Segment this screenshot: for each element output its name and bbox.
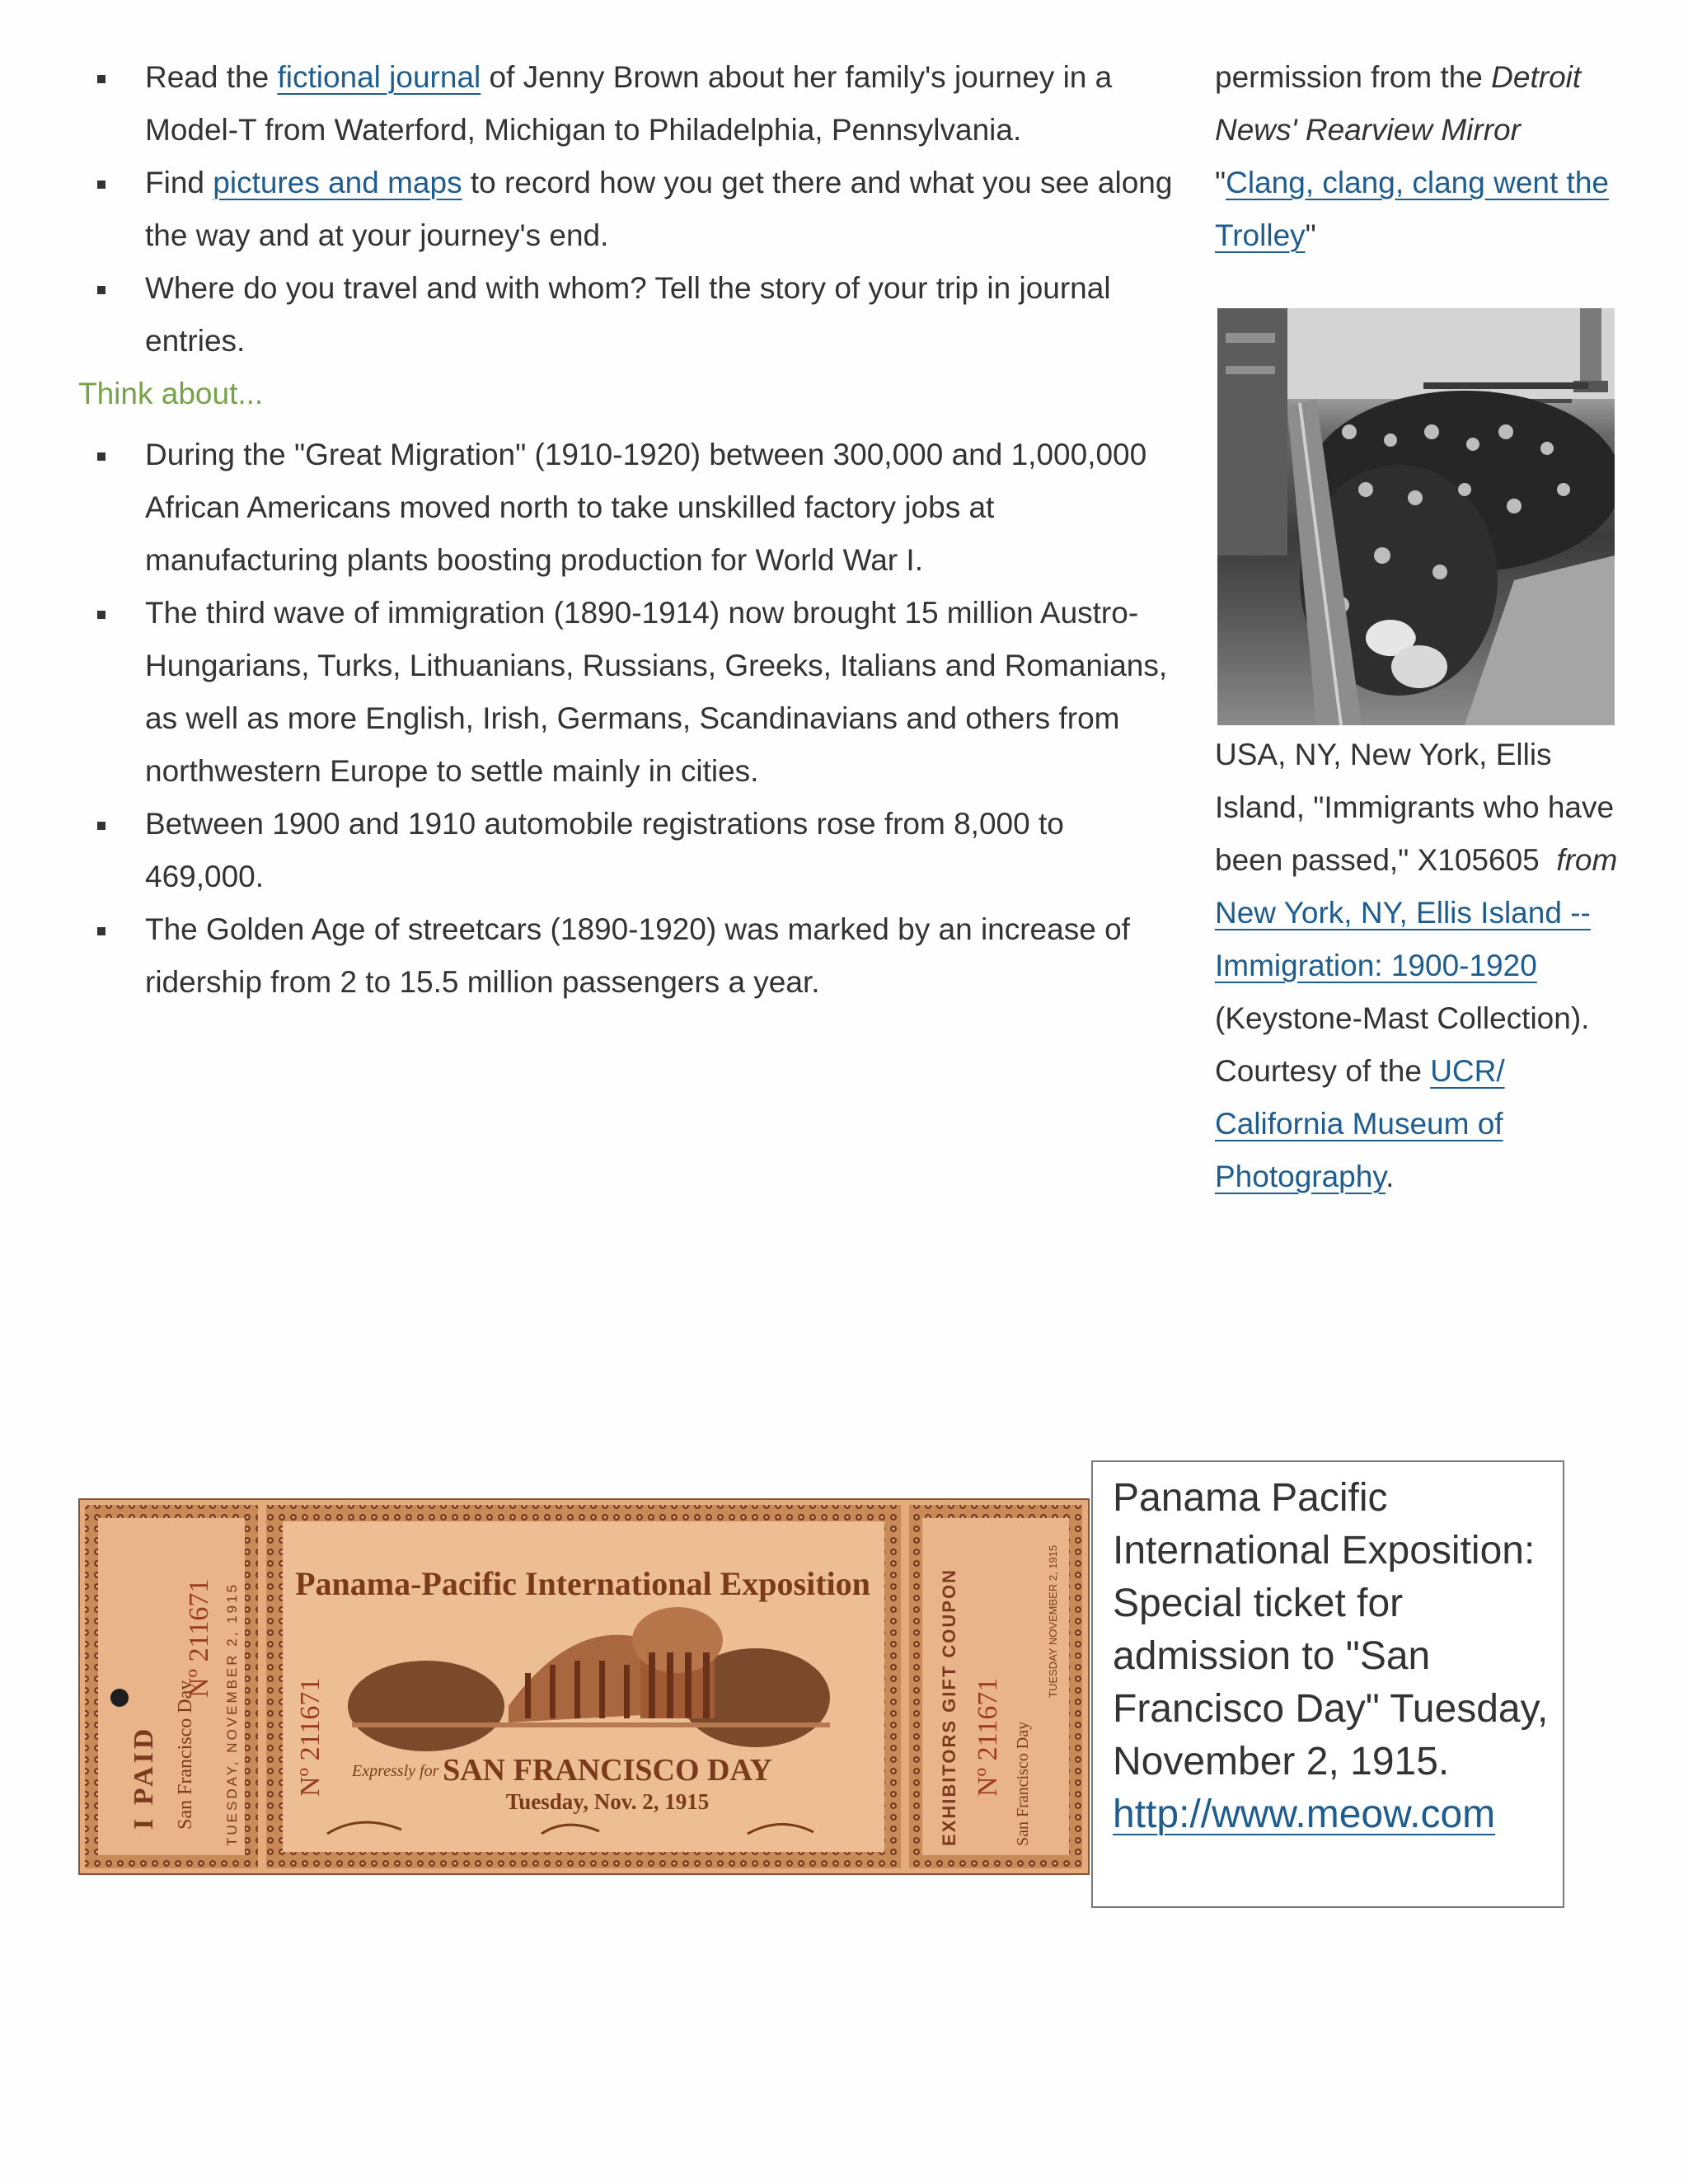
list-item: During the "Great Migration" (1910-1920) between 300,000 and 1,000,000 African Americans moved north to take unskilled factory jobs at manufacturing plants boosting production for World War I. <box>78 429 1175 587</box>
ellis-island-photo <box>1217 308 1615 725</box>
trolley-credit: permission from the Detroit News' Rearview Mirror "Clang, clang, clang went the Trolley" <box>1215 60 1609 252</box>
trolley-article-link[interactable]: Clang, clang, clang went the Trolley <box>1215 166 1609 252</box>
fictional-journal-link[interactable]: fictional journal <box>277 60 481 94</box>
stub-number: Nº 211671 <box>184 1578 214 1698</box>
exposition-ticket-image <box>78 1498 1090 1875</box>
ticket-caption: Panama Pacific International Exposition: Special ticket for admission to "San Francisco Day" Tuesday, November 2, 1915. http://www.meow.com <box>1091 1460 1564 1908</box>
stub-date-text: TUESDAY, NOVEMBER 2, 1915 <box>224 1582 240 1846</box>
list-item: Read the fictional journal of Jenny Brown about her family's journey in a Model-T from Waterford, Michigan to Philadelphia, Pennsylvania. <box>78 51 1175 157</box>
photo-caption: USA, NY, New York, Ellis Island, "Immigrants who have been passed," X105605 from New York, NY, Ellis Island -- Immigration: 1900-1920 (Keystone-Mast Collection). Courtesy of the UCR/ California Museum of Photography. <box>1215 738 1618 1193</box>
punch-hole <box>110 1689 129 1707</box>
coupon-date-text: TUESDAY NOVEMBER 2, 1915 <box>1047 1544 1059 1698</box>
stub-day-text: San Francisco Day <box>175 1680 196 1830</box>
ellis-island-collection-link[interactable]: New York, NY, Ellis Island -- Immigration: 1900-1920 <box>1215 896 1591 982</box>
stub-paid-text: I PAID <box>129 1725 159 1830</box>
list-item: The Golden Age of streetcars (1890-1920) was marked by an increase of ridership from 2 to 15.5 million passengers a year. <box>78 903 1175 1009</box>
event-date: Tuesday, Nov. 2, 1915 <box>505 1789 710 1814</box>
activity-list <box>78 51 1175 368</box>
sidebar <box>1215 51 1627 1203</box>
publication-name: Detroit News' Rearview Mirror <box>1215 60 1582 147</box>
event-name: SAN FRANCISCO DAY <box>443 1753 772 1788</box>
list-item: Between 1900 and 1910 automobile registrations rose from 8,000 to 469,000. <box>78 798 1175 903</box>
meow-website-link[interactable]: http://www.meow.com <box>1113 1793 1496 1836</box>
list-item: The third wave of immigration (1890-1914) now brought 15 million Austro-Hungarians, Turks, Lithuanians, Russians, Greeks, Italians and Romanians, as well as more English, Irish, Germans, Scandinavians and others from northwestern Europe to settle mainly in cities. <box>78 587 1175 798</box>
list-item: Where do you travel and with whom? Tell the story of your trip in journal entries. <box>78 262 1175 368</box>
coupon-number: Nº 211671 <box>973 1677 1003 1797</box>
ucr-museum-link[interactable]: UCR/ California Museum of Photography <box>1215 1054 1505 1193</box>
exposition-ticket-drawing <box>80 1500 1088 1873</box>
list-item: Find pictures and maps to record how you get there and what you see along the way and at your journey's end. <box>78 157 1175 262</box>
expressly-for-text: Expressly for <box>352 1762 439 1780</box>
main-column <box>78 51 1175 1009</box>
pictures-and-maps-link[interactable]: pictures and maps <box>213 166 462 199</box>
main-number: Nº 211671 <box>295 1677 326 1797</box>
think-about-list <box>78 429 1175 1009</box>
coupon-day-text: San Francisco Day <box>1014 1721 1032 1846</box>
coupon-label: EXHIBITORS GIFT COUPON <box>939 1568 959 1846</box>
ticket-title: Panama-Pacific International Exposition <box>295 1565 870 1602</box>
think-about-heading: Think about... <box>78 377 264 410</box>
ellis-island-photo-drawing <box>1217 308 1615 725</box>
